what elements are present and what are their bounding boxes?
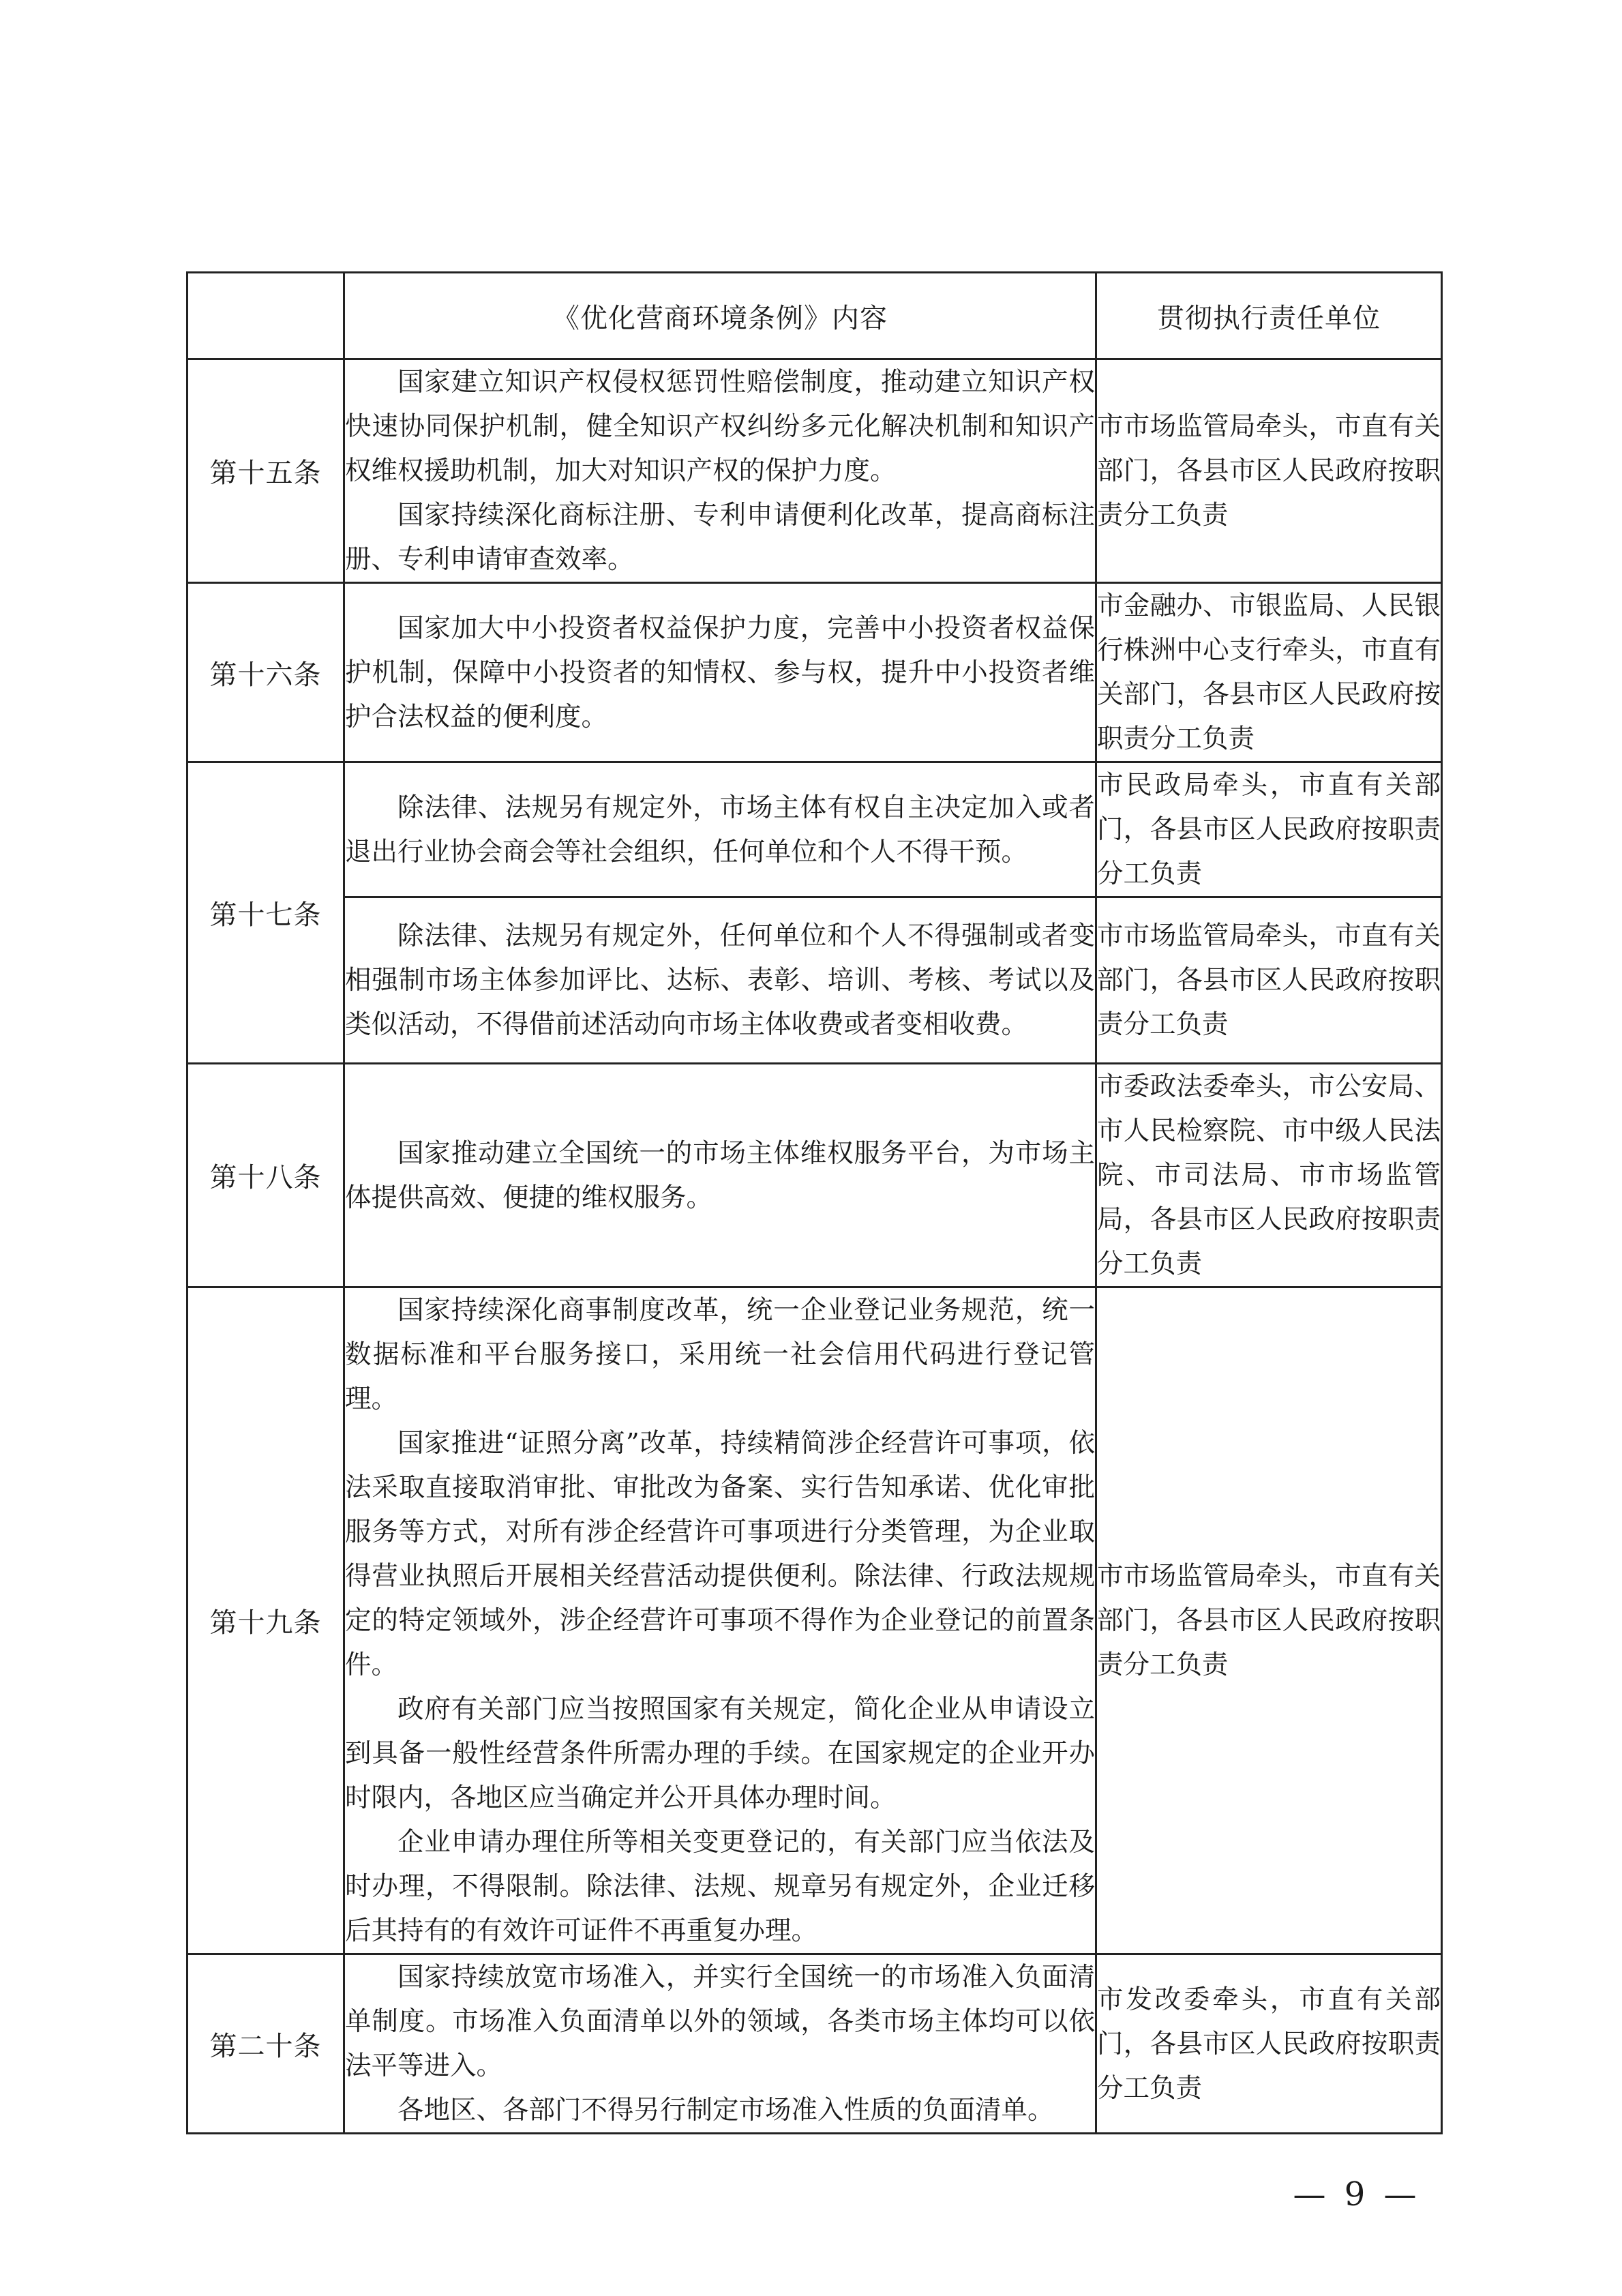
page-number: — 9 —	[1293, 2175, 1421, 2213]
article-number: 第十七条	[187, 762, 344, 1064]
unit-text: 市金融办、市银监局、人民银行株洲中心支行牵头，市直有关部门，各县市区人民政府按职责分工负责	[1097, 591, 1441, 754]
table-row	[187, 762, 1442, 897]
content-paragraph: 企业申请办理住所等相关变更登记的，有关部门应当依法及时办理，不得限制。除法律、法规、规章另有规定外，企业迁移后其持有的有效许可证件不再重复办理。	[345, 1827, 1095, 1946]
unit-text: 市市场监管局牵头，市直有关部门，各县市区人民政府按职责分工负责	[1097, 411, 1441, 531]
unit-text: 市市场监管局牵头，市直有关部门，各县市区人民政府按职责分工负责	[1097, 921, 1441, 1040]
content-paragraph: 国家推进“证照分离”改革，持续精简涉企经营许可事项，依法采取直接取消审批、审批改为备案、实行告知承诺、优化审批服务等方式，对所有涉企经营许可事项进行分类管理，为企业取得营业执照后开展相关经营活动提供便利。除法律、行政法规规定的特定领域外，涉企经营许可事项不得作为企业登记的前置条件。	[345, 1428, 1095, 1680]
table-header-row	[187, 273, 1442, 359]
header-content-cell: 《优化营商环境条例》内容	[344, 273, 1096, 359]
unit-text: 市发改委牵头，市直有关部门，各县市区人民政府按职责分工负责	[1097, 1984, 1441, 2104]
article-number: 第十九条	[187, 1287, 344, 1954]
content-paragraph: 各地区、各部门不得另行制定市场准入性质的负面清单。	[397, 2095, 1054, 2126]
unit-cell	[1096, 1287, 1442, 1954]
article-number: 第十八条	[187, 1064, 344, 1287]
table-row	[187, 359, 1442, 583]
article-number: 第十五条	[187, 359, 344, 583]
content-paragraph: 国家建立知识产权侵权惩罚性赔偿制度，推动建立知识产权快速协同保护机制，健全知识产权纠纷多元化解决机制和知识产权维权援助机制，加大对知识产权的保护力度。	[345, 367, 1095, 486]
table-row	[187, 897, 1442, 1064]
unit-cell	[1096, 1954, 1442, 2134]
article-number: 第二十条	[187, 1954, 344, 2134]
table-row	[187, 583, 1442, 762]
content-paragraph: 除法律、法规另有规定外，任何单位和个人不得强制或者变相强制市场主体参加评比、达标、表彰、培训、考核、考试以及类似活动，不得借前述活动向市场主体收费或者变相收费。	[345, 921, 1095, 1040]
content-paragraph: 国家推动建立全国统一的市场主体维权服务平台，为市场主体提供高效、便捷的维权服务。	[345, 1137, 1095, 1213]
content-paragraph: 国家加大中小投资者权益保护力度，完善中小投资者权益保护机制，保障中小投资者的知情权、参与权，提升中小投资者维护合法权益的便利度。	[345, 612, 1095, 732]
content-cell	[344, 1287, 1096, 1954]
content-paragraph: 政府有关部门应当按照国家有关规定，简化企业从申请设立到具备一般性经营条件所需办理的手续。在国家规定的企业开办时限内，各地区应当确定并公开具体办理时间。	[345, 1694, 1095, 1813]
table-row	[187, 1064, 1442, 1287]
content-paragraph: 国家持续深化商事制度改革，统一企业登记业务规范，统一数据标准和平台服务接口，采用统一社会信用代码进行登记管理。	[345, 1295, 1095, 1414]
table-row	[187, 1287, 1442, 1954]
content-paragraph: 国家持续深化商标注册、专利申请便利化改革，提高商标注册、专利申请审查效率。	[345, 500, 1095, 575]
content-cell	[344, 1954, 1096, 2134]
header-unit-cell: 贯彻执行责任单位	[1096, 273, 1442, 359]
content-paragraph: 除法律、法规另有规定外，市场主体有权自主决定加入或者退出行业协会商会等社会组织，任何单位和个人不得干预。	[345, 792, 1095, 867]
unit-text: 市委政法委牵头，市公安局、市人民检察院、市中级人民法院、市司法局、市市场监管局，各县市区人民政府按职责分工负责	[1097, 1071, 1441, 1279]
unit-cell	[1096, 583, 1442, 762]
unit-cell	[1096, 359, 1442, 583]
content-cell	[344, 359, 1096, 583]
unit-text: 市民政局牵头，市直有关部门，各县市区人民政府按职责分工负责	[1097, 770, 1441, 889]
table-row	[187, 1954, 1442, 2134]
header-article-cell	[187, 273, 344, 359]
unit-text: 市市场监管局牵头，市直有关部门，各县市区人民政府按职责分工负责	[1097, 1561, 1441, 1680]
provisions-table	[186, 271, 1443, 2134]
unit-cell	[1096, 1064, 1442, 1287]
content-cell	[344, 762, 1096, 897]
article-number: 第十六条	[187, 583, 344, 762]
unit-cell	[1096, 762, 1442, 897]
content-paragraph: 国家持续放宽市场准入，并实行全国统一的市场准入负面清单制度。市场准入负面清单以外的领域，各类市场主体均可以依法平等进入。	[345, 1962, 1095, 2081]
content-cell	[344, 583, 1096, 762]
unit-cell	[1096, 897, 1442, 1064]
content-cell	[344, 897, 1096, 1064]
content-cell	[344, 1064, 1096, 1287]
